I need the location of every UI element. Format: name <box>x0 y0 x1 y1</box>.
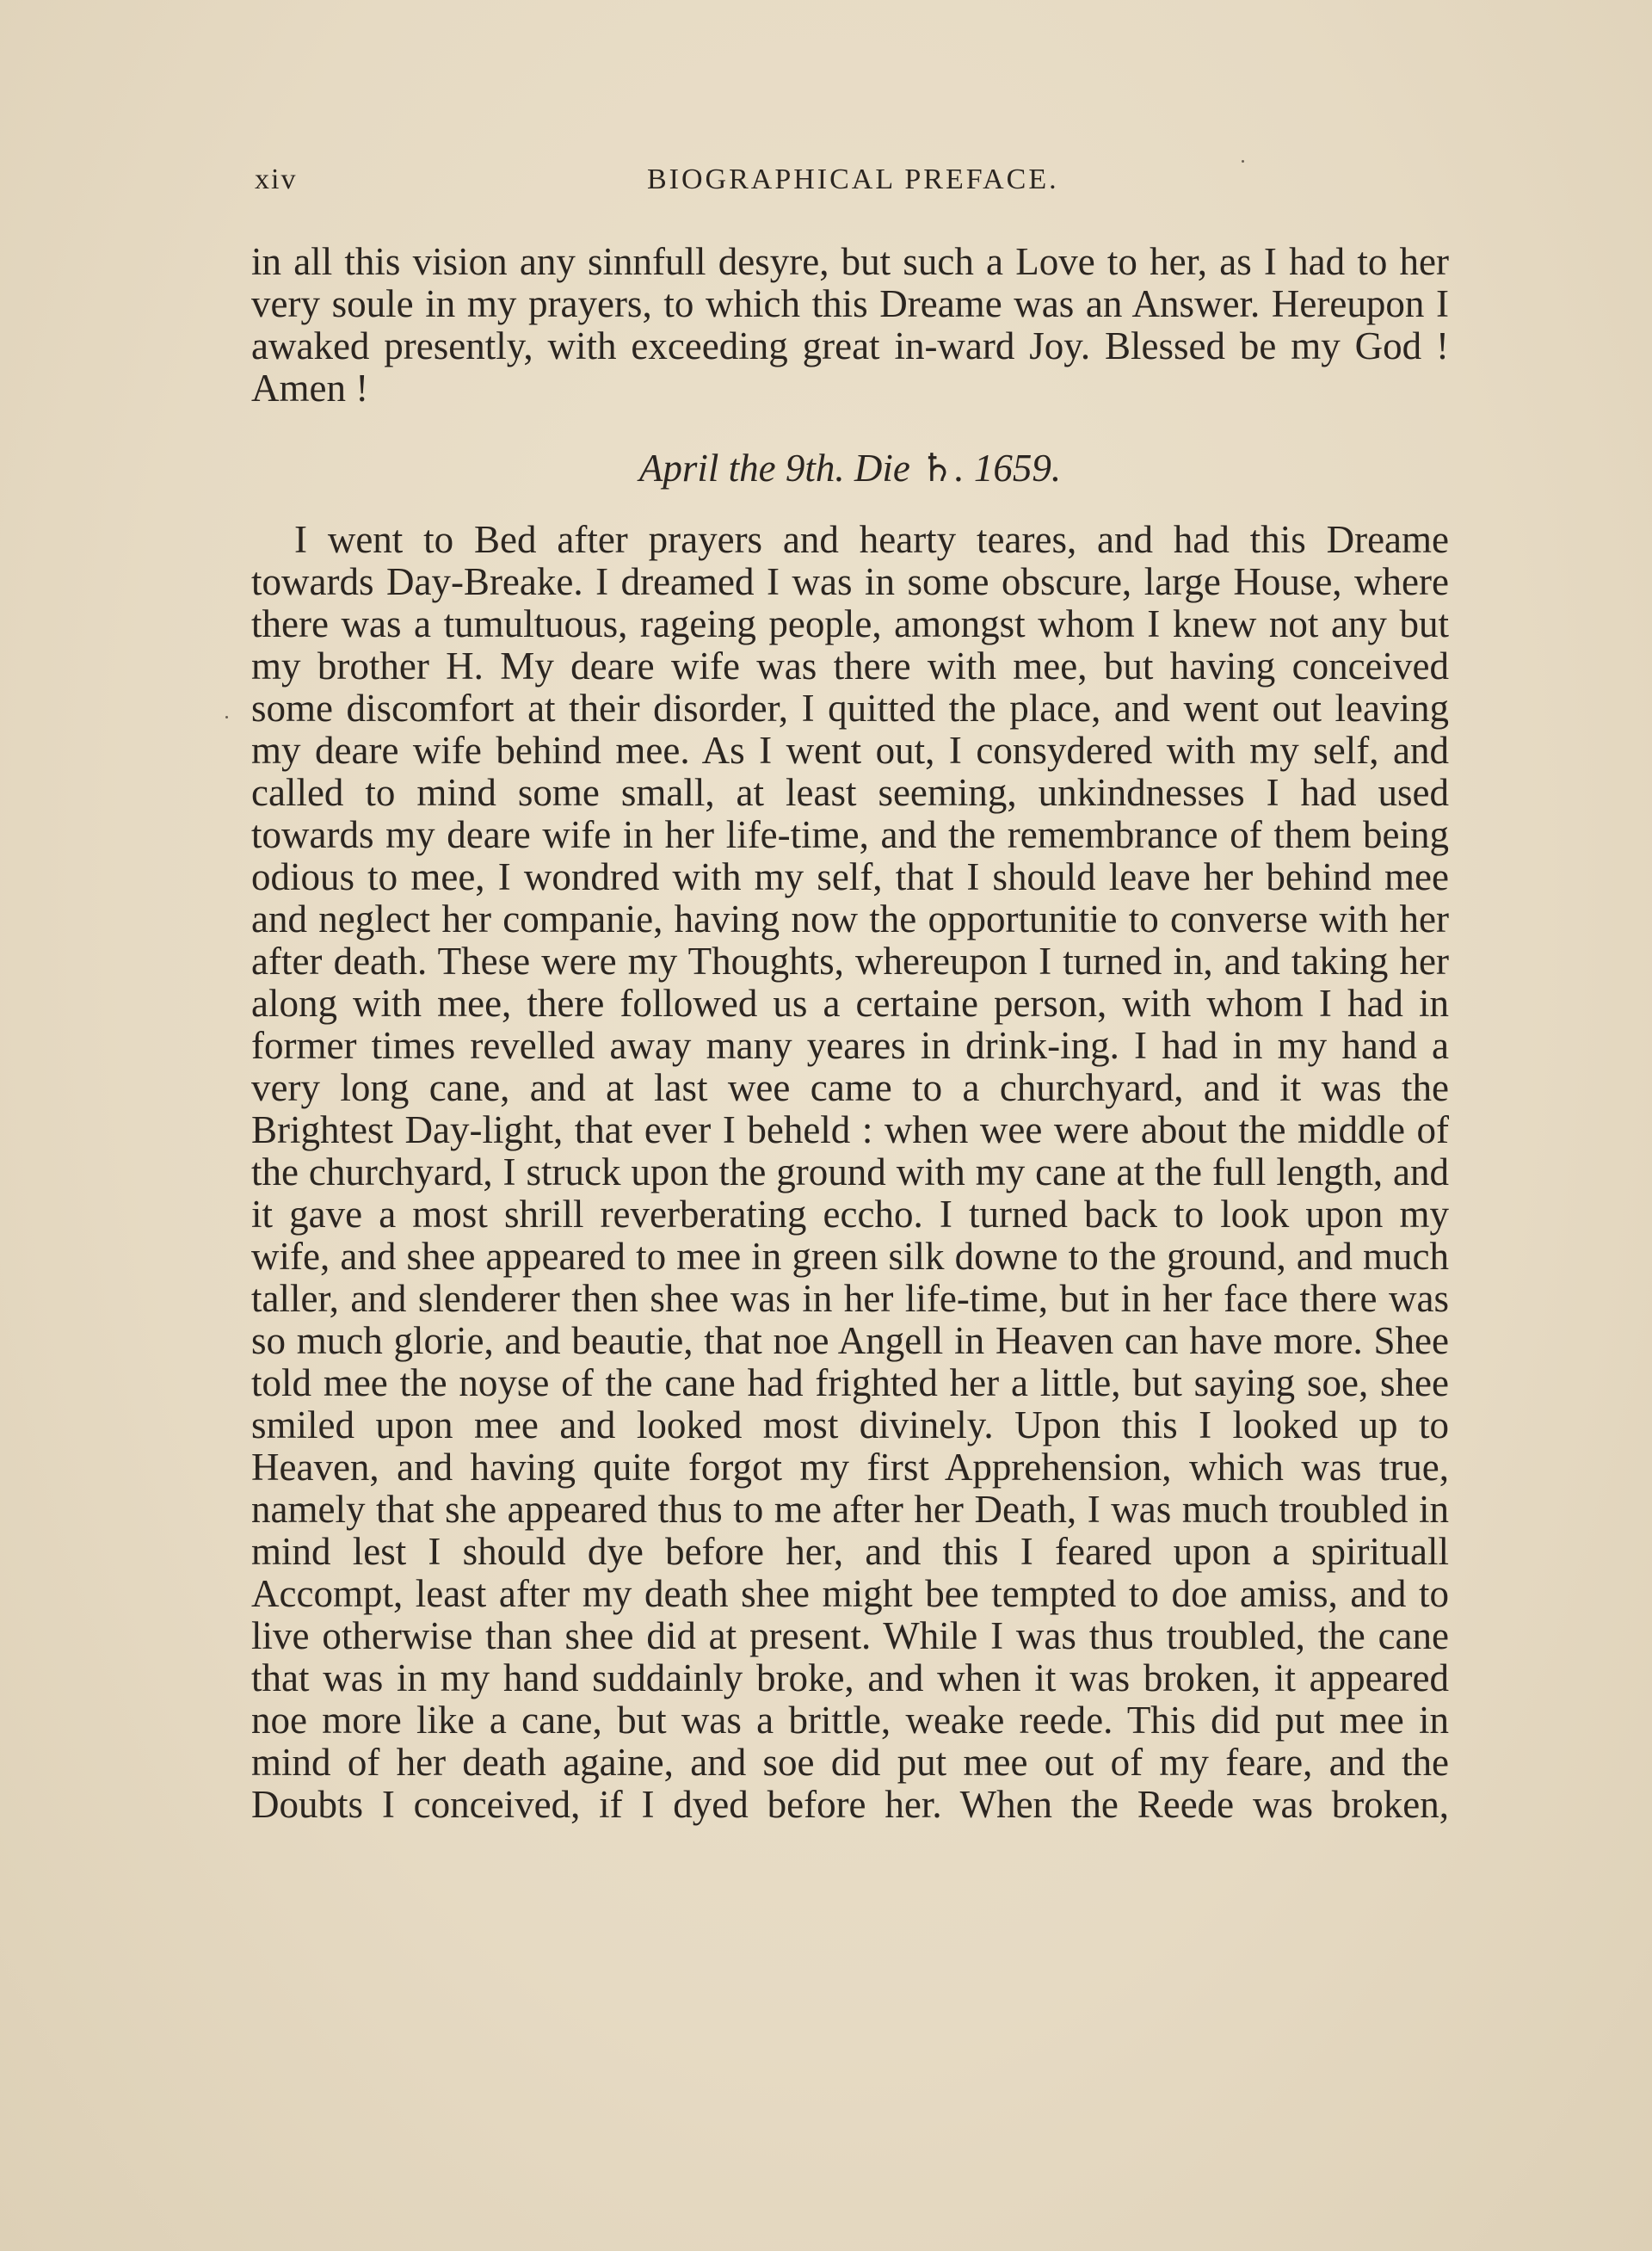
entry-paragraph: I went to Bed after prayers and hearty teares, and had this Dreame towards Day-Breake. I dreamed I was in some obscure, large House, where there was a tumultuous, rageing people, amongst whom I knew not any but my brother H. My deare wife was there with mee, but having conceived some discomfort at their disorder, I quitted the place, and went out leaving my deare wife behind mee. As I went out, I consydered with my self, and called to mind some small, at least seeming, unkindnesses I had used towards my deare wife in her life-time, and the remembrance of them being odious to mee, I wondred with my self, that I should leave her behind mee and neglect her companie, having now the opportunitie to converse with her after death. These were my Thoughts, whereupon I turned in, and taking her along with mee, there followed us a certaine person, with whom I had in former times revelled away many yeares in drink-ing. I had in my hand a very long cane, and at last wee came to a churchyard, and it was the Brightest Day-light, that ever I beheld : when wee were about the middle of the churchyard, I struck upon the ground with my cane at the full length, and it gave a most shrill reverberating eccho. I turned back to look upon my wife, and shee appeared to mee in green silk downe to the ground, and much taller, and slenderer then shee was in her life-time, but in her face there was so much glorie, and beautie, that noe Angell in Heaven can have more. Shee told mee the noyse of the cane had frighted her a little, but saying soe, shee smiled upon mee and looked most divinely. Upon this I looked up to Heaven, and having quite forgot my first Apprehension, which was true, namely that she appeared thus to me after her Death, I was much troubled in mind lest I should dye before her, and this I feared upon a spirituall Accompt, least after my death shee might bee tempted to doe amiss, and to live otherwise than shee did at present. While I was thus troubled, the cane that was in my hand suddainly broke, and when it was broken, it appeared noe more like a cane, but was a brittle, weake reede. This did put mee in mind of her death againe, and soe did put mee out of my feare, and the Doubts I conceived, if I dyed before her. When the Reede was broken, <box>251 518 1449 1826</box>
running-title: BIOGRAPHICAL PREFACE. <box>647 163 1059 195</box>
paper-speck <box>1242 160 1244 163</box>
continuation-paragraph: in all this vision any sinnfull desyre, but such a Love to her, as I had to her very soule in my prayers, to which this Dreame was an Answer. Hereupon I awaked presently, with exceeding great in-ward Joy. Blessed be my God ! Amen ! <box>251 240 1449 410</box>
page-number: xiv <box>255 163 298 195</box>
entry-heading: April the 9th. Die ♄. 1659. <box>638 447 1062 490</box>
paper-speck <box>225 716 228 718</box>
page-header <box>255 163 1449 207</box>
body-text <box>251 241 1449 1826</box>
